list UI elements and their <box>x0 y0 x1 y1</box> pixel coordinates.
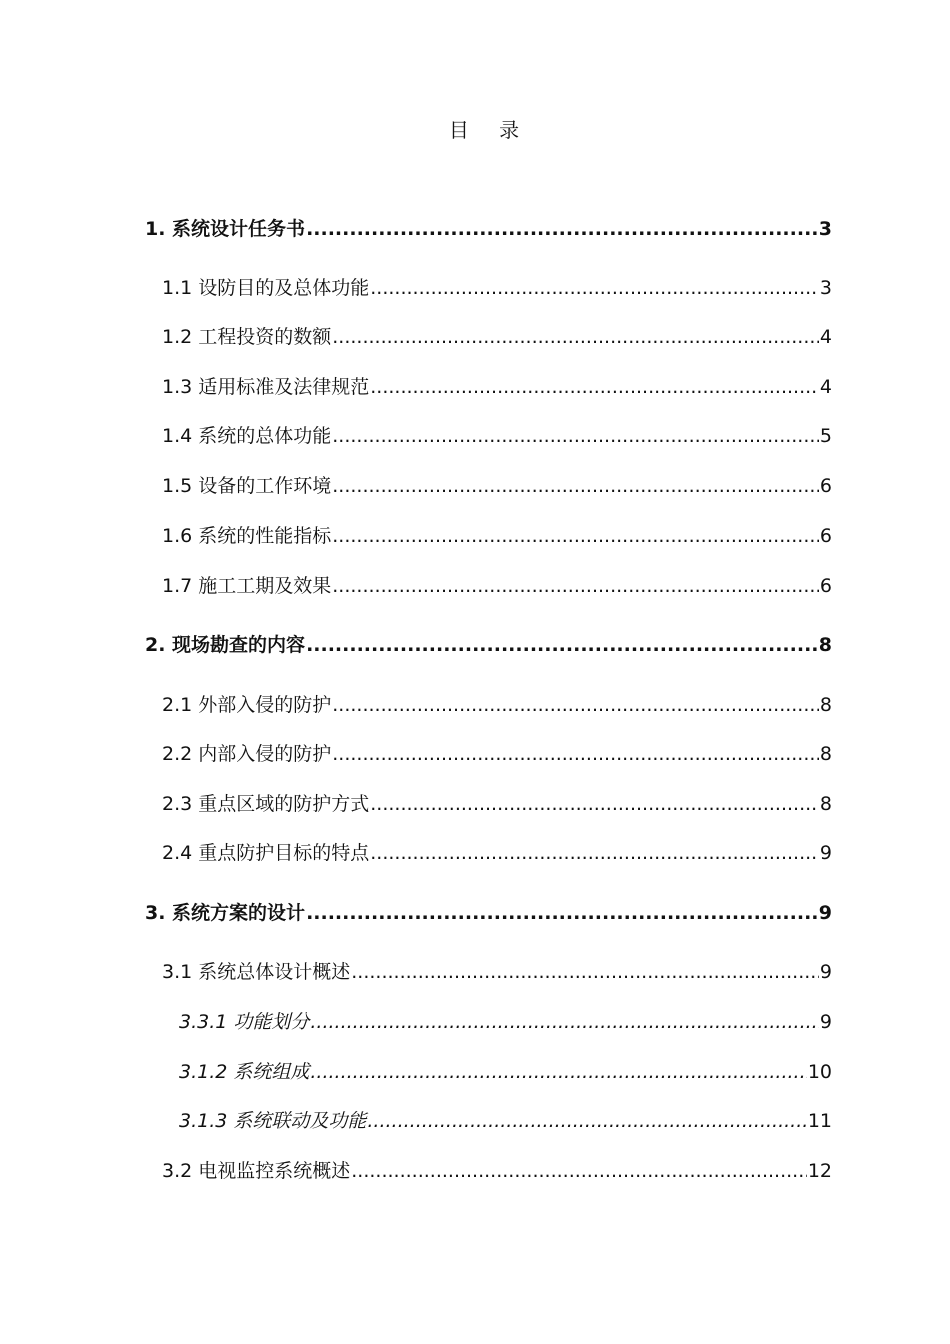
toc-entry-2-3[interactable] <box>162 789 832 819</box>
toc-entry-1-7[interactable] <box>162 571 832 601</box>
dot-leader <box>332 421 819 451</box>
toc-entry-label: 2.1 外部入侵的防护 <box>162 694 332 716</box>
toc-entry-page: 9 <box>819 842 832 864</box>
toc-entry-page: 10 <box>807 1061 832 1083</box>
toc-entry-page: 12 <box>807 1160 832 1182</box>
toc-entry-label: 1.3 适用标准及法律规范 <box>162 376 370 398</box>
toc-entry-page: 5 <box>819 425 832 447</box>
toc-entry-3-1[interactable] <box>162 957 832 987</box>
dot-leader <box>370 273 819 303</box>
dot-leader <box>310 1057 806 1087</box>
toc-entry-1-4[interactable] <box>162 421 832 451</box>
toc-entry-page: 8 <box>819 694 832 716</box>
toc-entry-page: 8 <box>819 793 832 815</box>
toc-entry-page: 4 <box>819 326 832 348</box>
toc-entry-3-1-3[interactable] <box>179 1106 832 1136</box>
toc-entry-label: 2.4 重点防护目标的特点 <box>162 842 370 864</box>
dot-leader <box>370 838 819 868</box>
toc-entry-page: 6 <box>819 575 832 597</box>
toc-entry-label: 3.3.1 功能划分 <box>179 1011 310 1033</box>
toc-entry-page: 8 <box>819 743 832 765</box>
toc-entry-2-1[interactable] <box>162 690 832 720</box>
toc-entry-3-3-1[interactable] <box>179 1007 832 1037</box>
dot-leader <box>370 372 819 402</box>
toc-entry-page: 3 <box>818 218 832 240</box>
toc-entry-label: 3.1.2 系统组成 <box>179 1061 310 1083</box>
toc-entry-label: 3.2 电视监控系统概述 <box>162 1160 351 1182</box>
toc-entry-label: 1.6 系统的性能指标 <box>162 525 332 547</box>
toc-entry-page: 4 <box>819 376 832 398</box>
toc-entry-page: 9 <box>819 1011 832 1033</box>
toc-entry-3-1-2[interactable] <box>179 1057 832 1087</box>
toc-entry-2[interactable] <box>145 630 832 660</box>
dot-leader <box>367 1106 806 1136</box>
toc-entry-label: 2.3 重点区域的防护方式 <box>162 793 370 815</box>
dot-leader <box>370 789 819 819</box>
toc-entry-page: 9 <box>819 961 832 983</box>
toc-entry-label: 2.2 内部入侵的防护 <box>162 743 332 765</box>
toc-entry-3[interactable] <box>145 898 832 928</box>
toc-entry-label: 3. 系统方案的设计 <box>145 902 306 924</box>
dot-leader <box>306 214 818 244</box>
toc-entry-2-2[interactable] <box>162 739 832 769</box>
dot-leader <box>332 471 819 501</box>
dot-leader <box>332 571 819 601</box>
dot-leader <box>306 898 818 928</box>
toc-entry-page: 6 <box>819 525 832 547</box>
toc-entry-1-1[interactable] <box>162 273 832 303</box>
dot-leader <box>332 521 819 551</box>
toc-entry-label: 1. 系统设计任务书 <box>145 218 306 240</box>
toc-entry-1[interactable] <box>145 214 832 244</box>
toc-entry-label: 1.7 施工工期及效果 <box>162 575 332 597</box>
toc-title: 目 录 <box>448 118 532 142</box>
toc-entry-label: 1.2 工程投资的数额 <box>162 326 332 348</box>
dot-leader <box>332 739 819 769</box>
dot-leader <box>332 322 819 352</box>
toc-entry-1-6[interactable] <box>162 521 832 551</box>
dot-leader <box>306 630 818 660</box>
toc-entry-1-2[interactable] <box>162 322 832 352</box>
toc-entry-page: 6 <box>819 475 832 497</box>
toc-entry-1-3[interactable] <box>162 372 832 402</box>
toc-entry-page: 11 <box>807 1110 832 1132</box>
toc-entry-page: 9 <box>818 902 832 924</box>
dot-leader <box>351 1156 807 1186</box>
toc-entry-1-5[interactable] <box>162 471 832 501</box>
dot-leader <box>351 957 819 987</box>
toc-entry-label: 1.1 设防目的及总体功能 <box>162 277 370 299</box>
toc-entry-label: 2. 现场勘查的内容 <box>145 634 306 656</box>
toc-entry-page: 3 <box>819 277 832 299</box>
toc-entry-label: 3.1 系统总体设计概述 <box>162 961 351 983</box>
dot-leader <box>310 1007 819 1037</box>
dot-leader <box>332 690 819 720</box>
toc-entry-3-2[interactable] <box>162 1156 832 1186</box>
toc-entry-page: 8 <box>818 634 832 656</box>
toc-entry-label: 3.1.3 系统联动及功能 <box>179 1110 367 1132</box>
toc-entry-label: 1.4 系统的总体功能 <box>162 425 332 447</box>
toc-entry-2-4[interactable] <box>162 838 832 868</box>
toc-entry-label: 1.5 设备的工作环境 <box>162 475 332 497</box>
